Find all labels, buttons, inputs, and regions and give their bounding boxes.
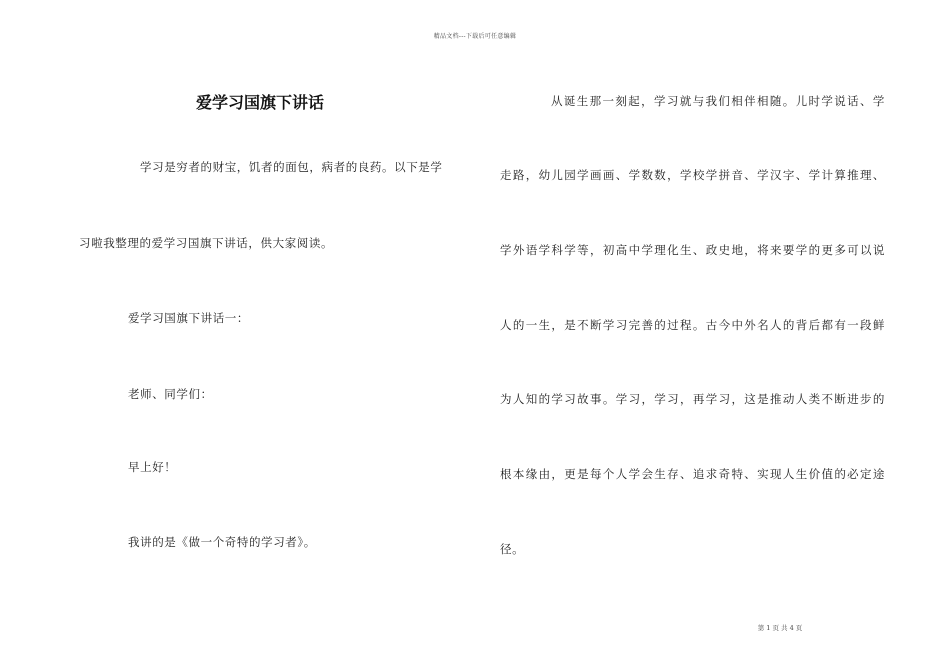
body-line-6: 根本缘由，更是每个人学会生存、追求奇特、实现人生价值的必定途: [500, 467, 885, 481]
header-note: 精品文档---下载后可任意编辑: [433, 33, 517, 40]
body-line-7: 径。: [500, 542, 525, 556]
speech-heading: 爱学习国旗下讲话一：: [128, 311, 249, 325]
body-line-2: 走路，幼儿园学画画、学数数，学校学拼音、学汉字、学计算推理、: [500, 168, 885, 182]
body-line-5: 为人知的学习故事。学习，学习，再学习，这是推动人类不断进步的: [500, 392, 885, 406]
speech-topic: 我讲的是《做一个奇特的学习者》。: [128, 535, 316, 549]
morning-greeting: 早上好！: [128, 460, 177, 474]
body-line-4: 人的一生，是不断学习完善的过程。古今中外名人的背后都有一段鲜: [500, 318, 885, 332]
intro-paragraph-line-2: 习啦我整理的爱学习国旗下讲话，供大家阅读。: [79, 236, 334, 250]
page-number: 第 1 页 共 4 页: [757, 624, 803, 632]
body-line-1: 从诞生那一刻起，学习就与我们相伴相随。儿时学说话、学: [551, 94, 885, 108]
body-line-3: 学外语学科学等，初高中学理化生、政史地，将来要学的更多可以说: [500, 243, 885, 257]
document-title: 爱学习国旗下讲话: [195, 93, 324, 112]
intro-paragraph-line-1: 学习是穷者的财宝，饥者的面包，病者的良药。以下是学: [140, 160, 443, 174]
greeting-line: 老师、同学们：: [128, 387, 213, 401]
